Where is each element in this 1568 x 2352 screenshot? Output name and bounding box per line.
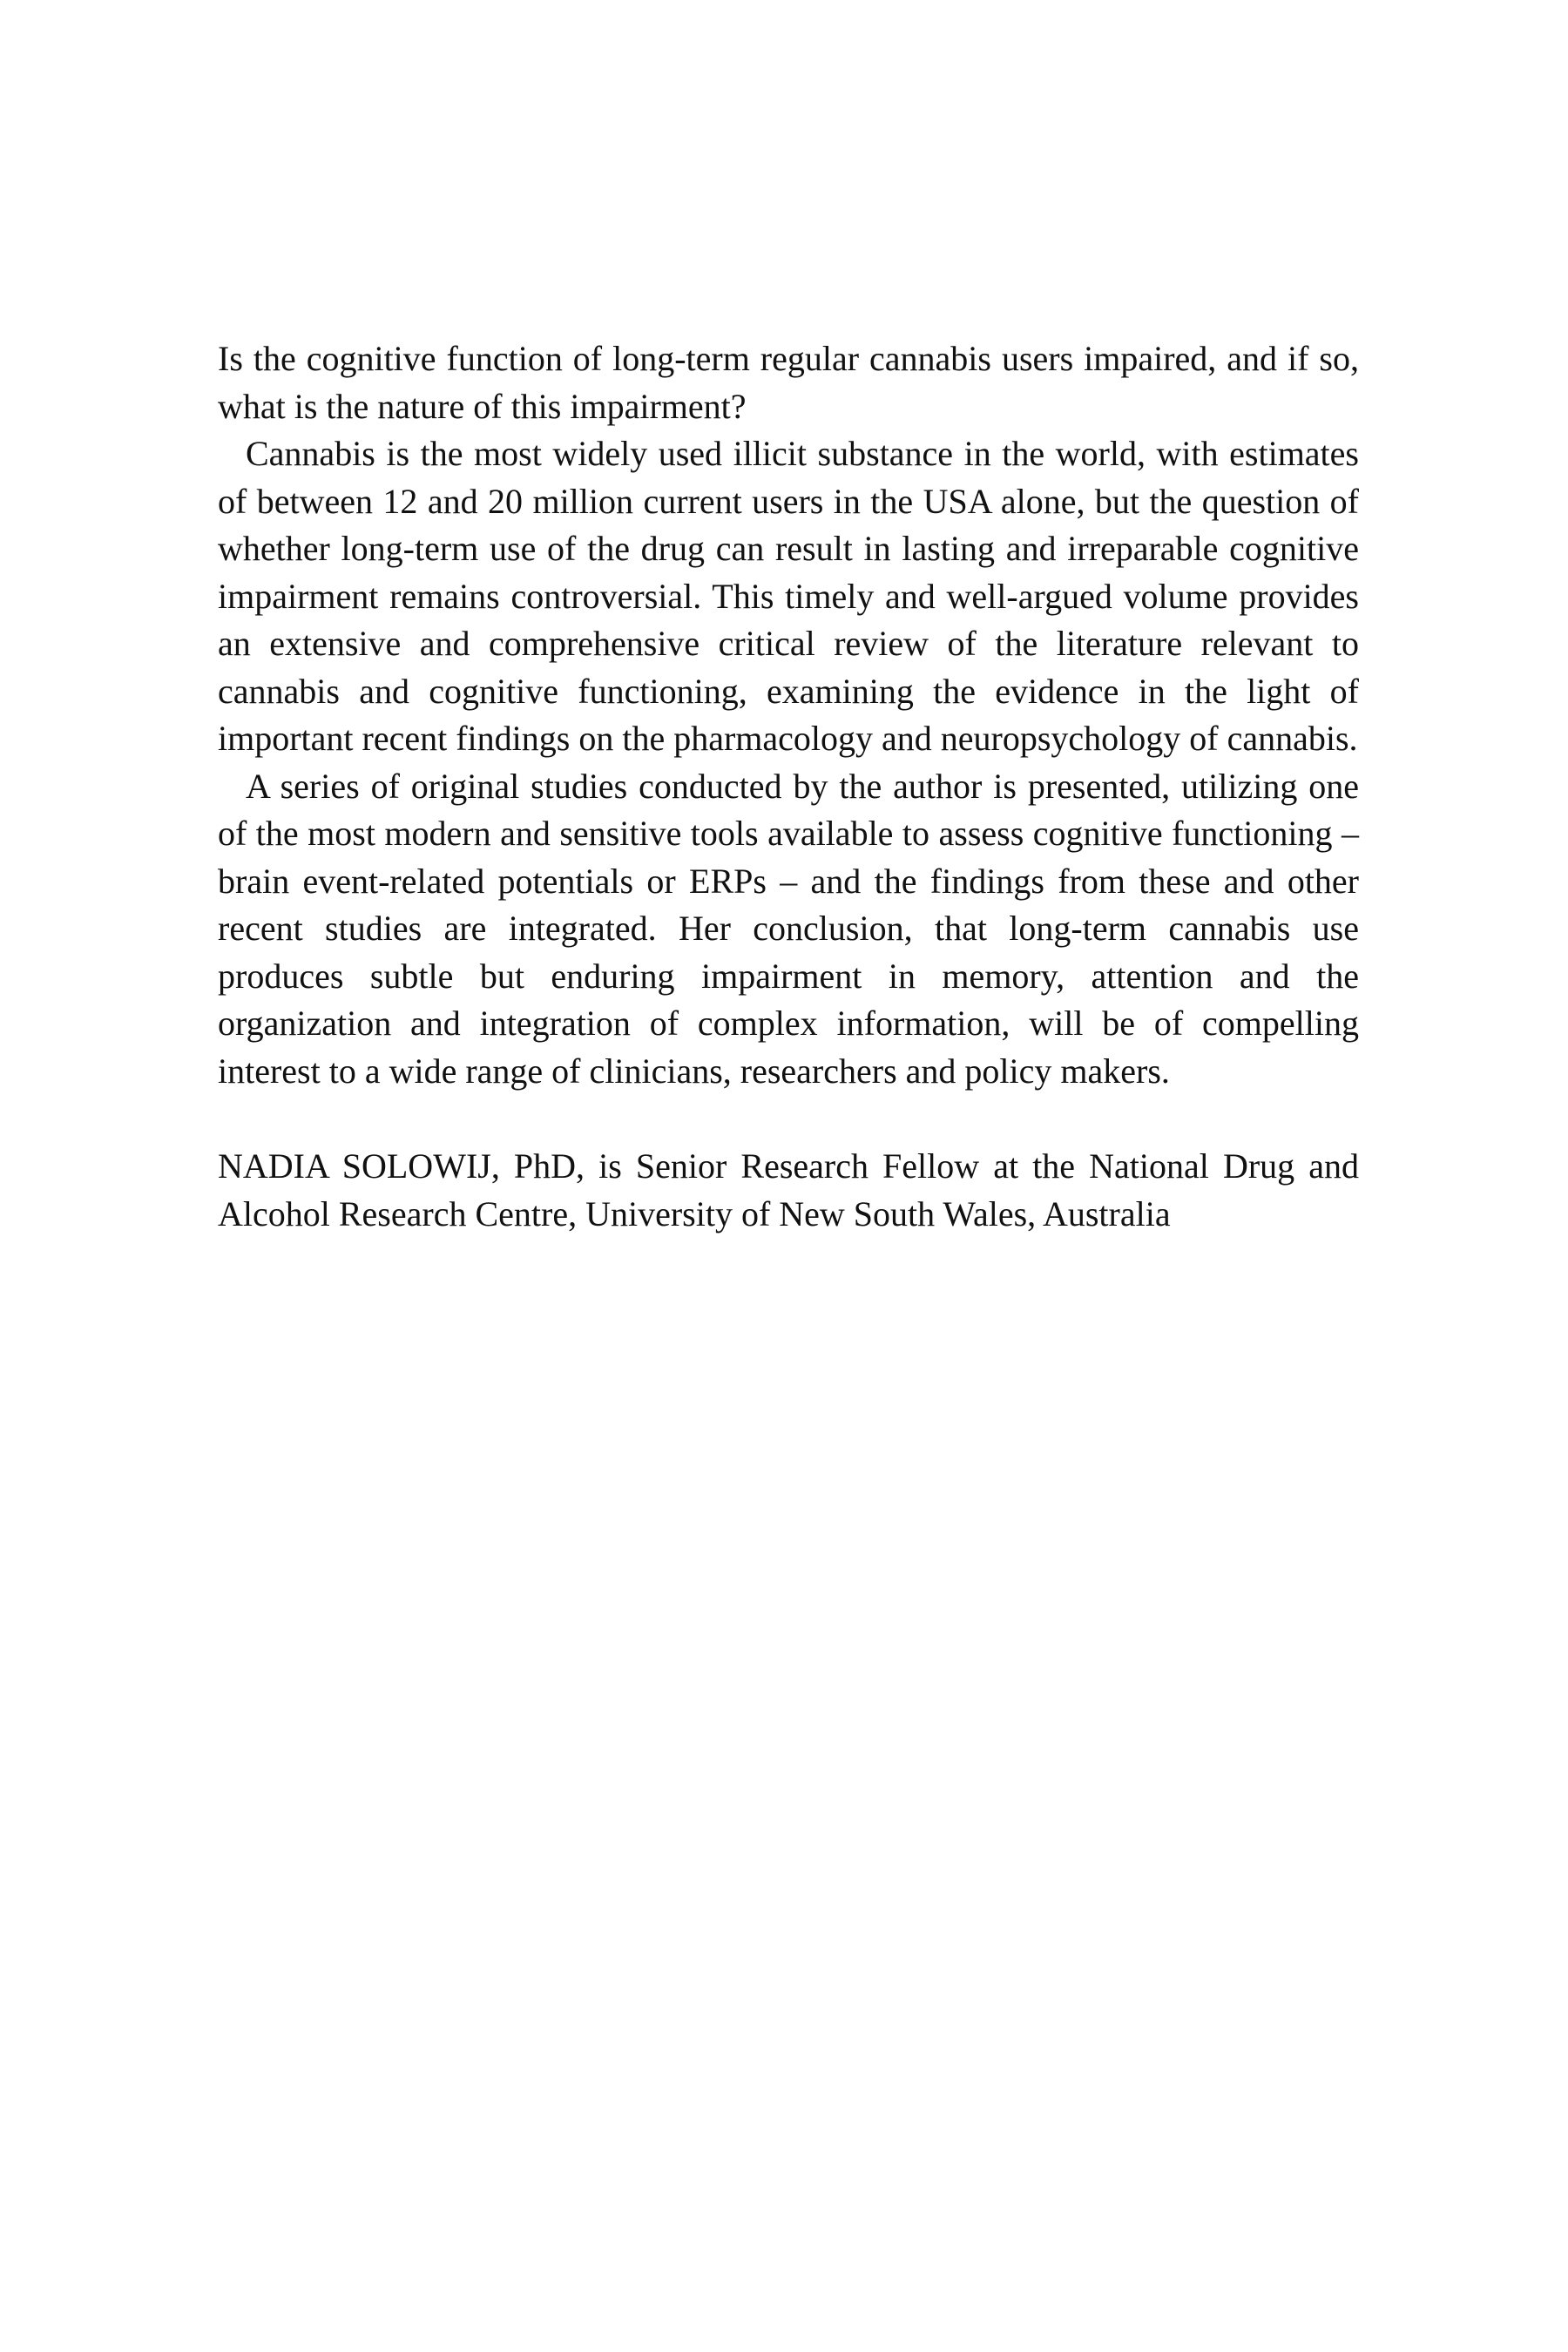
book-blurb <box>218 335 1359 1095</box>
author-bio-section <box>218 1143 1359 1238</box>
blurb-paragraph-2: Cannabis is the most widely used illicit substance in the world, with estimates of between 12 and 20 million current users in the USA alone, but the question of whether long-term use of the drug can result in lasting and irreparable cognitive impairment remains controversial. This timely and well-argued volume provides an extensive and comprehensive critical review of the literature relevant to cannabis and cognitive functioning, examining the evidence in the light of important recent findings on the pharmacology and neuropsychology of cannabis. <box>218 434 1359 758</box>
blurb-paragraph-3: A series of original studies conducted by the author is presented, utilizing one of the most modern and sensitive tools available to assess cognitive functioning – brain event-related potentials or ERPs – and the findings from these and other recent studies are integrated. Her conclusion, that long-term cannabis use produces subtle but enduring impairment in memory, attention and the organization and integration of complex information, will be of compelling interest to a wide range of clinicians, researchers and policy makers. <box>218 766 1359 1091</box>
blurb-question: Is the cognitive function of long-term regular cannabis users impaired, and if so, what is the nature of this impairment? <box>218 339 1359 426</box>
author-bio: NADIA SOLOWIJ, PhD, is Senior Research Fellow at the National Drug and Alcohol Research Centre, University of New South Wales, Australia <box>218 1146 1359 1233</box>
book-page <box>218 335 1359 1238</box>
